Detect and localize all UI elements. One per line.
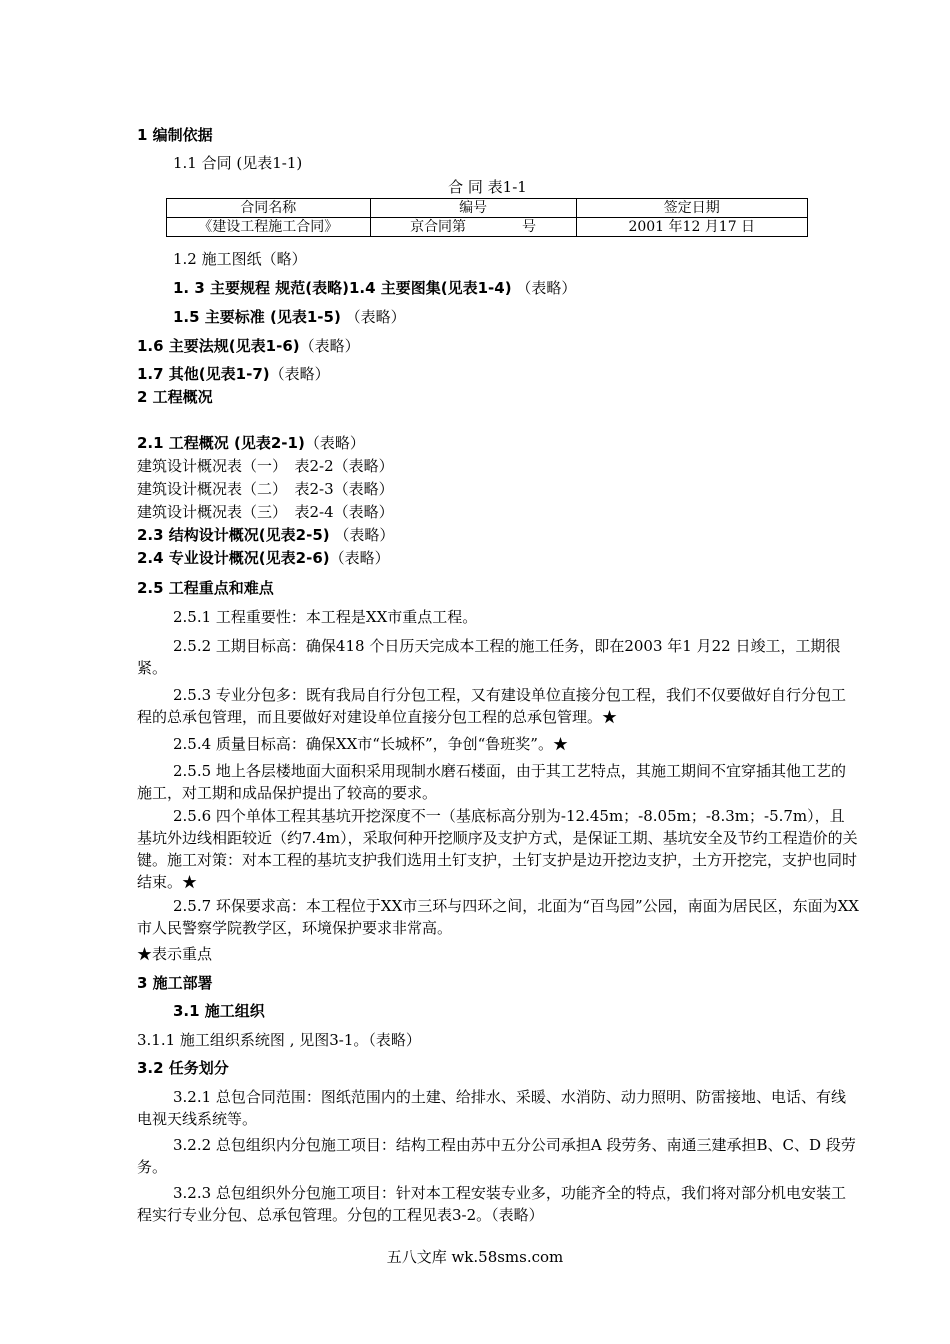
section-1-6 [137, 335, 360, 357]
section-2-title: 2 工程概况 [137, 388, 213, 406]
section-2-4-note: （表略） [329, 549, 390, 567]
section-2-2a: 建筑设计概况表（一） 表2-2（表略） [137, 457, 394, 475]
table-header-cell: 编号 [370, 199, 576, 218]
table-header-cell: 合同名称 [167, 199, 371, 218]
section-2-5-title: 2.5 工程重点和难点 [137, 579, 274, 597]
page-footer: 五八文库 wk.58sms.com [386, 1248, 564, 1266]
paragraph-2-5-2: 2.5.2 工期目标高：确保418 个日历天完成本工程的施工任务，即在2003 年1 月22 日竣工，工期很紧。 [137, 637, 841, 677]
section-1-7-heading: 1.7 其他(见表1-7) [137, 365, 270, 383]
table-caption: 合 同 表1-1 [448, 178, 527, 196]
section-1-2: 1.2 施工图纸（略） [173, 250, 307, 268]
section-3-title: 3 施工部署 [137, 974, 213, 992]
section-1-6-heading: 1.6 主要法规(见表1-6) [137, 337, 300, 355]
section-1-5 [173, 306, 406, 328]
paragraph-2-5-7: 2.5.7 环保要求高：本工程位于XX市三环与四环之间，北面为“百鸟园”公园，南面为居民区，东面为XX市人民警察学院教学区，环境保护要求非常高。 [137, 897, 859, 937]
paragraph-2-5-5: 2.5.5 地上各层楼地面大面积采用现制水磨石楼面，由于其工艺特点，其施工期间不宜穿插其他工艺的施工，对工期和成品保护提出了较高的要求。 [137, 762, 846, 802]
paragraph-2-5-4: 2.5.4 质量目标高：确保XX市“长城杯”，争创“鲁班奖”。★ [173, 735, 568, 753]
section-3-2-title: 3.2 任务划分 [137, 1059, 229, 1077]
section-1-title: 1 编制依据 [137, 126, 213, 144]
table-row [167, 218, 808, 237]
section-2-3-heading: 2.3 结构设计概况(见表2-5) [137, 526, 330, 544]
paragraph-3-2-3: 3.2.3 总包组织外分包施工项目：针对本工程安装专业多，功能齐全的特点，我们将对部分机电安装工程实行专业分包、总承包管理。分包的工程见表3-2。（表略） [137, 1184, 846, 1224]
section-2-3-note: （表略） [329, 526, 395, 544]
section-1-6-note: （表略） [299, 337, 360, 355]
section-1-1: 1.1 合同 (见表1-1) [173, 154, 303, 172]
section-1-3 [173, 277, 576, 299]
section-3-1-1: 3.1.1 施工组织系统图 , 见图3-1。（表略） [137, 1031, 421, 1049]
section-2-4 [137, 547, 390, 569]
section-2-2c: 建筑设计概况表（三） 表2-4（表略） [137, 503, 394, 521]
table-header-row [167, 199, 808, 218]
paragraph-2-5-3: 2.5.3 专业分包多：既有我局自行分包工程，又有建设单位直接分包工程，我们不仅要做好自行分包工程的总承包管理，而且要做好对建设单位直接分包工程的总承包管理。★ [137, 686, 846, 726]
section-2-1-heading: 2.1 工程概况 (见表2-1) [137, 434, 305, 452]
section-1-5-heading: 1.5 主要标准 (见表1-5) [173, 308, 341, 326]
section-2-1-note: （表略） [304, 434, 365, 452]
paragraph-3-2-2: 3.2.2 总包组织内分包施工项目：结构工程由苏中五分公司承担A 段劳务、南通三建承担B、C、D 段劳务。 [137, 1136, 856, 1176]
section-1-3-note: （表略） [511, 279, 577, 297]
section-2-4-heading: 2.4 专业设计概况(见表2-6) [137, 549, 330, 567]
table-cell: 京合同第 号 [370, 218, 576, 237]
paragraph-2-5-1: 2.5.1 工程重要性：本工程是XX市重点工程。 [173, 608, 478, 626]
star-note: ★表示重点 [137, 945, 213, 963]
section-3-1-title: 3.1 施工组织 [173, 1002, 265, 1020]
section-1-7 [137, 363, 330, 385]
section-1-5-note: （表略） [340, 308, 406, 326]
section-2-1 [137, 432, 365, 454]
section-2-3 [137, 524, 394, 546]
paragraph-3-2-1: 3.2.1 总包合同范围：图纸范围内的土建、给排水、采暖、水消防、动力照明、防雷接地、电话、有线电视天线系统等。 [137, 1088, 846, 1128]
contract-table [166, 198, 808, 237]
paragraph-2-5-6: 2.5.6 四个单体工程其基坑开挖深度不一（基底标高分别为-12.45m；-8.05m；-8.3m；-5.7m），且基坑外边线相距较近（约7.4m），采取何种开挖顺序及支护方式，是保证工期、基坑安全及节约工程造价的关键。施工对策：对本工程的基坑支护我们选用土钉支护，土钉支护是边开挖边支护，土方开挖完，支护也同时结束。★ [137, 807, 858, 891]
table-cell: 2001 年12 月17 日 [576, 218, 807, 237]
table-header-cell: 签定日期 [576, 199, 807, 218]
section-2-2b: 建筑设计概况表（二） 表2-3（表略） [137, 480, 394, 498]
section-1-3-heading: 1. 3 主要规程 规范(表略)1.4 主要图集(见表1-4) [173, 279, 512, 297]
section-1-7-note: （表略） [269, 365, 330, 383]
table-cell: 《建设工程施工合同》 [167, 218, 371, 237]
